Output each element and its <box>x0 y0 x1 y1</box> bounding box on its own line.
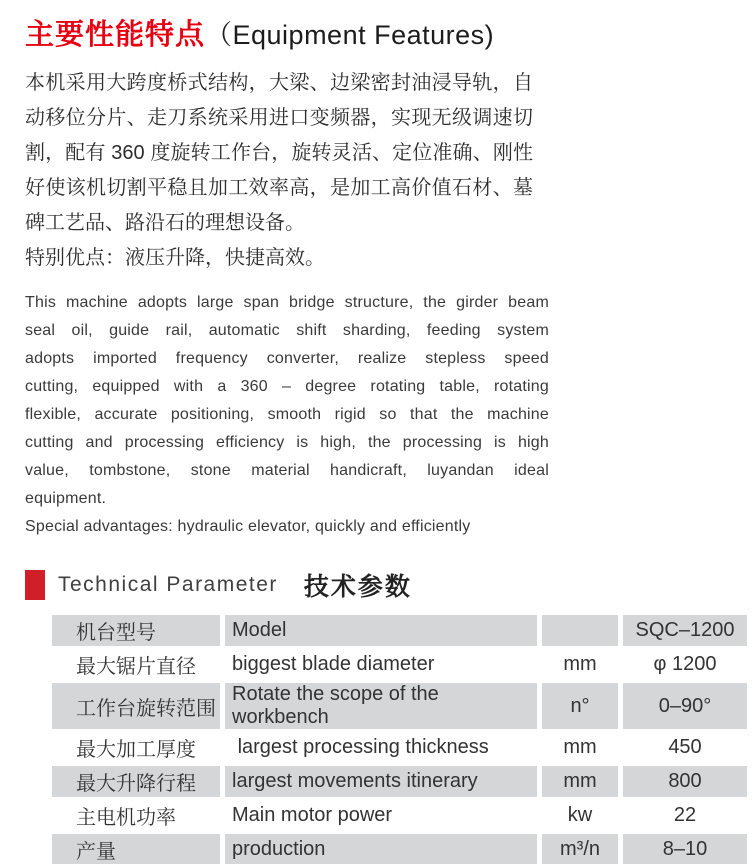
chinese-special-advantages-line: 特别优点：液压升降，快捷高效。 <box>25 247 325 269</box>
technical-parameter-section-header <box>25 568 755 602</box>
english-line: cutting, equipped with a 360 – degree rotating table, rotating <box>25 378 549 395</box>
page-title <box>25 12 755 54</box>
chinese-description-paragraph <box>25 66 533 276</box>
param-value: 0–90° <box>623 683 747 729</box>
section-title-chinese: 技术参数 <box>303 573 412 601</box>
param-name-en: production <box>225 834 537 864</box>
table-row-processing-thickness <box>52 732 747 763</box>
param-unit <box>542 615 618 646</box>
param-name-cn: 机台型号 <box>52 615 220 646</box>
technical-parameter-table <box>47 612 752 864</box>
param-unit: mm <box>542 732 618 763</box>
chinese-line: 割，配有 360 度旋转工作台，旋转灵活、定位准确、刚性 <box>25 142 533 164</box>
chinese-line: 碑工艺品、路沿石的理想设备。 <box>25 212 305 234</box>
param-name-en: Rotate the scope of the workbench <box>225 683 537 729</box>
param-name-en: Model <box>225 615 537 646</box>
english-description-paragraph <box>25 289 549 541</box>
param-name-cn: 工作台旋转范围 <box>52 683 220 729</box>
param-value: SQC–1200 <box>623 615 747 646</box>
table-row-rotate-scope <box>52 683 747 729</box>
red-square-bullet-icon <box>25 570 45 600</box>
table-row-production <box>52 834 747 864</box>
param-value: φ 1200 <box>623 649 747 680</box>
page-title-english: （Equipment Features) <box>205 20 495 50</box>
param-unit: m³/n <box>542 834 618 864</box>
section-title-english: Technical Parameter <box>58 573 278 596</box>
param-unit: n° <box>542 683 618 729</box>
english-line: adopts imported frequency converter, realize stepless speed <box>25 350 549 367</box>
english-line: This machine adopts large span bridge structure, the girder beam <box>25 294 549 311</box>
param-name-en: biggest blade diameter <box>225 649 537 680</box>
param-name-cn: 最大锯片直径 <box>52 649 220 680</box>
english-line: seal oil, guide rail, automatic shift sharding, feeding system <box>25 322 549 339</box>
english-line: flexible, accurate positioning, smooth rigid so that the machine <box>25 406 549 423</box>
chinese-line: 动移位分片、走刀系统采用进口变频器，实现无级调速切 <box>25 107 533 129</box>
param-value: 8–10 <box>623 834 747 864</box>
param-name-cn: 产量 <box>52 834 220 864</box>
param-name-en: largest processing thickness <box>225 732 537 763</box>
param-unit: mm <box>542 766 618 797</box>
english-line: value, tombstone, stone material handicraft, luyandan ideal <box>25 462 549 479</box>
param-name-cn: 最大加工厚度 <box>52 732 220 763</box>
table-row-blade-diameter <box>52 649 747 680</box>
param-unit: kw <box>542 800 618 831</box>
chinese-line: 本机采用大跨度桥式结构，大梁、边梁密封油浸导轨，自 <box>25 72 533 94</box>
english-line: equipment. <box>25 490 107 507</box>
english-line: cutting and processing efficiency is high, the processing is high <box>25 434 549 451</box>
table-row-movements-itinerary <box>52 766 747 797</box>
english-special-advantages-line: Special advantages: hydraulic elevator, quickly and efficiently <box>25 518 471 535</box>
param-value: 450 <box>623 732 747 763</box>
param-name-cn: 主电机功率 <box>52 800 220 831</box>
param-value: 800 <box>623 766 747 797</box>
page-title-chinese: 主要性能特点 <box>25 19 206 51</box>
param-name-en: largest movements itinerary <box>225 766 537 797</box>
param-name-en: Main motor power <box>225 800 537 831</box>
chinese-line: 好使该机切割平稳且加工效率高，是加工高价值石材、墓 <box>25 177 533 199</box>
table-row-model <box>52 615 747 646</box>
param-value: 22 <box>623 800 747 831</box>
table-row-main-motor-power <box>52 800 747 831</box>
param-unit: mm <box>542 649 618 680</box>
param-name-cn: 最大升降行程 <box>52 766 220 797</box>
